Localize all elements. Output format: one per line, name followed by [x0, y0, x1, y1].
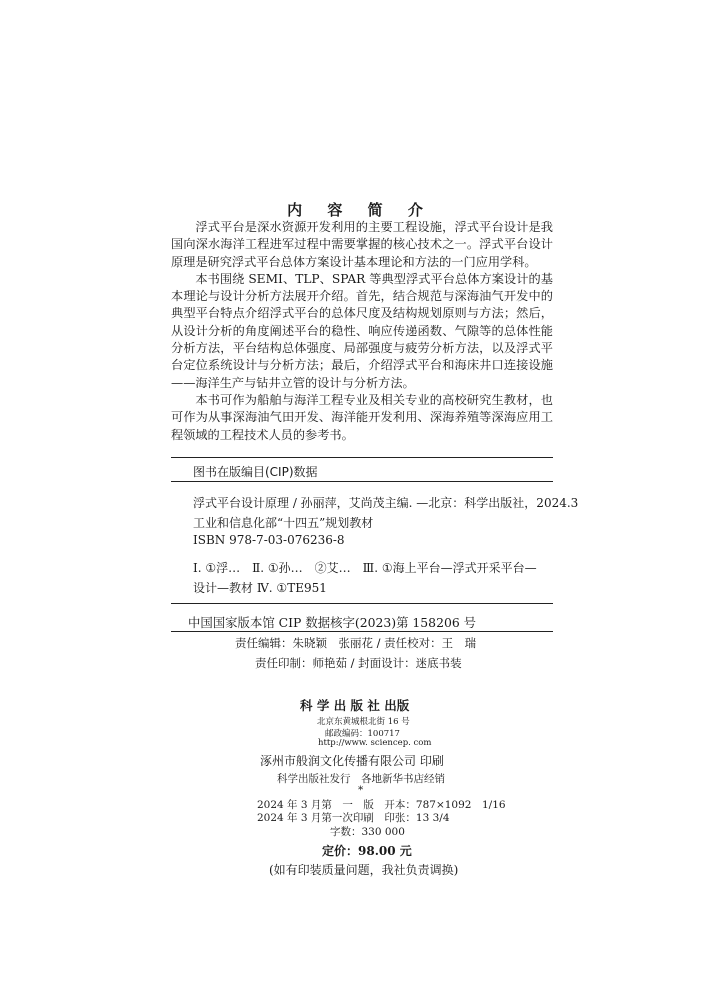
- publisher-name: 科 学 出 版 社 出版: [300, 698, 410, 713]
- editor-credits: 责任编辑：朱晓颖 张丽花 / 责任校对：王 瑞: [235, 636, 477, 650]
- price: 定价：98.00 元: [322, 844, 412, 858]
- cip-bibliographic-line: 浮式平台设计原理 / 孙丽萍，艾尚茂主编. —北京：科学出版社，2024.3: [193, 496, 579, 510]
- cip-mid-rule: [171, 603, 553, 604]
- intro-paragraph: 浮式平台是深水资源开发利用的主要工程设施，浮式平台设计是我国向深水海洋工程进军过程中需要掌握的核心技术之一。浮式平台设计原理是研究浮式平台总体方案设计基本理论和方法的一门应用学科。: [171, 220, 553, 269]
- intro-paragraph: 本书围绕 SEMI、TLP、SPAR 等典型浮式平台总体方案设计的基本理论与设计分析方法展开介绍。首先，结合规范与深海油气开发中的典型平台特点介绍浮式平台的总体尺度及结构规划原则与方法；然后，从设计分析的角度阐述平台的稳性、响应传递函数、气隙等的总体性能分析方法，平台结构总体强度、局部强度与疲劳分析方法，以及浮式平台定位系统设计与分析方法；最后，介绍浮式平台和海床井口连接设施——海洋生产与钻井立管的设计与分析方法。: [171, 271, 553, 390]
- cip-heading-rule: [171, 481, 553, 482]
- cip-heading: 图书在版编目(CIP)数据: [193, 465, 318, 479]
- production-credits: 责任印制：师艳茹 / 封面设计：迷底书装: [255, 656, 462, 670]
- quality-notice: (如有印装质量问题，我社负责调换): [269, 863, 459, 877]
- separator-star: *: [358, 784, 364, 796]
- cip-number: 中国国家版本馆 CIP 数据核字(2023)第 158206 号: [188, 615, 477, 630]
- publisher-website: http://www. sciencep. com: [318, 738, 432, 748]
- cip-bottom-rule: [171, 631, 553, 632]
- print-line: 2024 年 3 月第一次印刷 印张：13 3/4: [257, 812, 450, 824]
- intro-text: [171, 219, 553, 444]
- cip-top-rule: [171, 457, 553, 458]
- cip-classification-line: 设计—教材 Ⅳ. ①TE951: [193, 581, 327, 595]
- cip-series-line: 工业和信息化部“十四五”规划教材: [193, 516, 374, 530]
- cip-isbn: ISBN 978-7-03-076236-8: [193, 533, 345, 547]
- publisher-postcode: 邮政编码：100717: [325, 729, 400, 739]
- cip-subject-line: Ⅰ. ①浮… Ⅱ. ①孙… ②艾… Ⅲ. ①海上平台—浮式开采平台—: [193, 561, 537, 575]
- edition-line: 2024 年 3 月第 一 版 开本：787×1092 1/16: [257, 799, 506, 811]
- intro-paragraph: 本书可作为船舶与海洋工程专业及相关专业的高校研究生教材，也可作为从事深海油气田开发、海洋能开发利用、深海养殖等深海应用工程领域的工程技术人员的参考书。: [171, 392, 553, 442]
- printer: 涿州市般润文化传播有限公司 印刷: [260, 754, 444, 768]
- distribution: 科学出版社发行 各地新华书店经销: [277, 773, 445, 785]
- intro-title: 内 容 简 介: [287, 201, 433, 219]
- publisher-address: 北京东黄城根北街 16 号: [317, 717, 410, 727]
- word-count: 字数：330 000: [330, 826, 405, 838]
